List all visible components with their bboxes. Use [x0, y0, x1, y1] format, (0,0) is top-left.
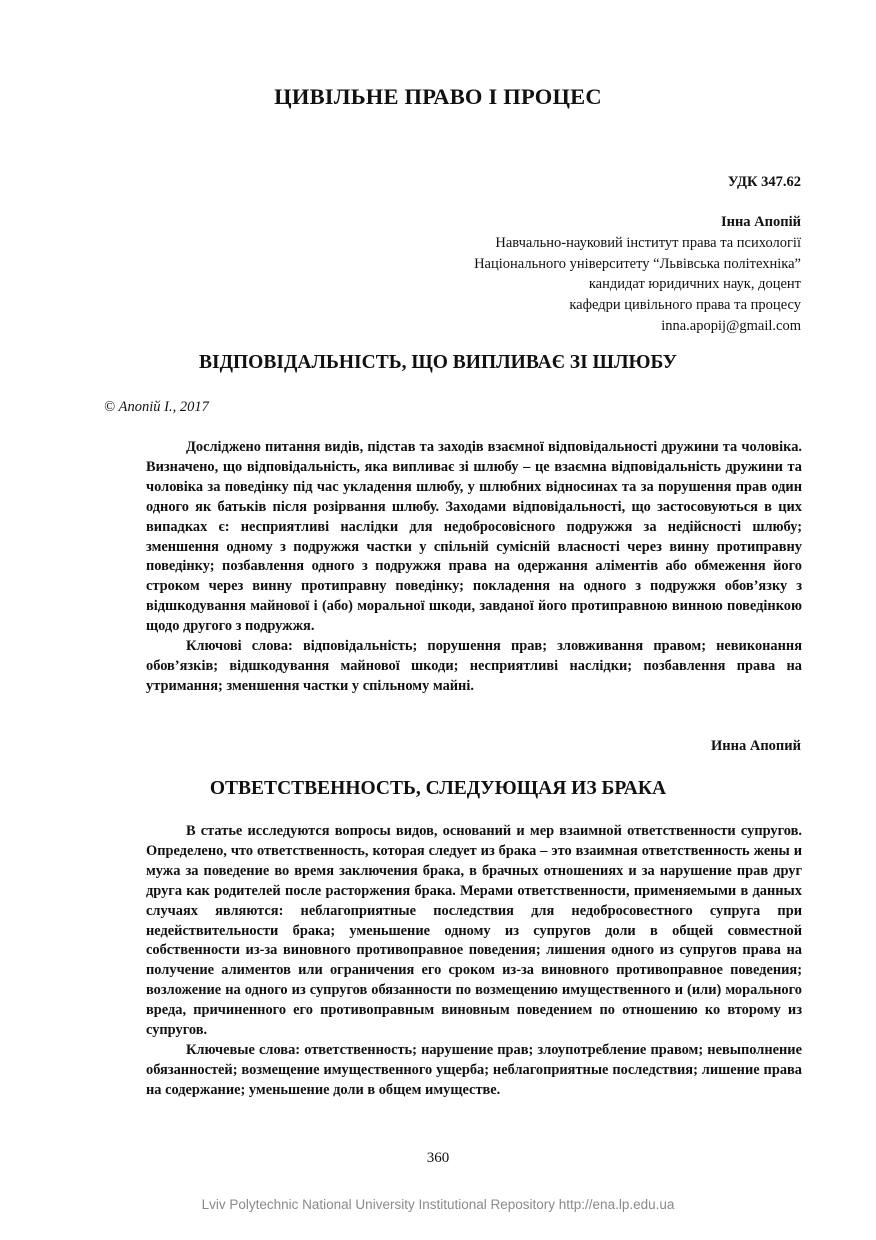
- copyright-note: © Апопій І., 2017: [104, 399, 209, 415]
- author-name: Інна Апопій: [720, 214, 801, 230]
- abstract-ru: [146, 822, 802, 1101]
- keywords-ru: Ключевые слова: ответственность; нарушение прав; злоупотребление правом; невыполнение обязанностей; возмещение имущественного ущерба; неблагоприятные последствия; лишение права на содержание; уменьшение доли в общем имуществе.: [146, 1041, 802, 1098]
- abstract-uk: [146, 438, 802, 697]
- repository-name: Lviv Polytechnic National University Institutional Repository: [201, 1197, 556, 1212]
- author-info-block: [474, 212, 801, 337]
- author-degree: кандидат юридичних наук, доцент: [588, 276, 801, 293]
- author-affiliation-line1: Навчально-науковий інститут права та психології: [495, 234, 801, 251]
- repository-link[interactable]: http://ena.lp.edu.ua: [558, 1197, 675, 1212]
- article-title-uk: ВІДПОВІДАЛЬНІСТЬ, ЩО ВИПЛИВАЄ ЗІ ШЛЮБУ: [199, 352, 677, 373]
- author-affiliation-line2: Національного університету “Львівська політехніка”: [474, 255, 801, 272]
- abstract-uk-text: Досліджено питання видів, підстав та заходів взаємної відповідальності дружини та чоловіка. Визначено, що відповідальність, яка випливає зі шлюбу – це взаємна відповідальність дружини та чоловіка за поведінку під час укладення шлюбу, у шлюбних відносинах та за порушення прав один одного як батьків після розірвання шлюбу. Заходами відповідальності, що застосовуються в цих випадках є: несприятливі наслідки для недобросовісного подружжя за недійсності шлюбу; зменшення одному з подружжя частки у спільній сумісній власності через винну протиправну поведінку; позбавлення одного з подружжя права на одержання аліментів або обмеження його строком через винну протиправну поведінку; покладення на одного з подружжя обов’язку з відшкодування майнової і (або) моральної шкоди, завданої його протиправною винною поведінкою щодо другого з подружжя.: [146, 439, 802, 635]
- author-department: кафедри цивільного права та процесу: [569, 297, 801, 314]
- author-email[interactable]: inna.apopij@gmail.com: [661, 317, 801, 334]
- keywords-uk: Ключові слова: відповідальність; порушення прав; зловживання правом; невиконання обов’язків; відшкодування майнової шкоди; несприятливі наслідки; позбавлення права на утримання; зменшення частки у спільному майні.: [146, 638, 802, 694]
- repository-footer: [0, 1197, 876, 1212]
- abstract-ru-text: В статье исследуются вопросы видов, оснований и мер взаимной ответственности супругов. Определено, что ответственность, которая следует из брака – это взаимная ответственность жены и мужа за поведение во время заключения брака, в брачных отношениях и за нарушение прав друг друга как родителей после расторжения брака. Мерами ответственности, применяемыми в данных случаях являются: неблагоприятные последствия для недобросовестного супруга при недействительности брака; уменьшение одному из супругов доли в общей совместной собственности из-за виновного противоправное поведения; лишения одного из супругов права на получение алиментов или ограничения его сроком из-за виновного противоправное поведения; возложение на одного из супругов обязанности по возмещению имущественного и (или) морального вреда, причиненного его противоправным виновным поведением по отношению ко второму из супругов.: [146, 823, 802, 1039]
- author-name-ru: Инна Апопий: [710, 738, 801, 754]
- page-number: 360: [426, 1150, 450, 1166]
- journal-section-title: ЦИВІЛЬНЕ ПРАВО І ПРОЦЕС: [274, 84, 602, 109]
- article-title-ru: ОТВЕТСТВЕННОСТЬ, СЛЕДУЮЩАЯ ИЗ БРАКА: [209, 778, 667, 799]
- udc-code: УДК 347.62: [727, 174, 801, 190]
